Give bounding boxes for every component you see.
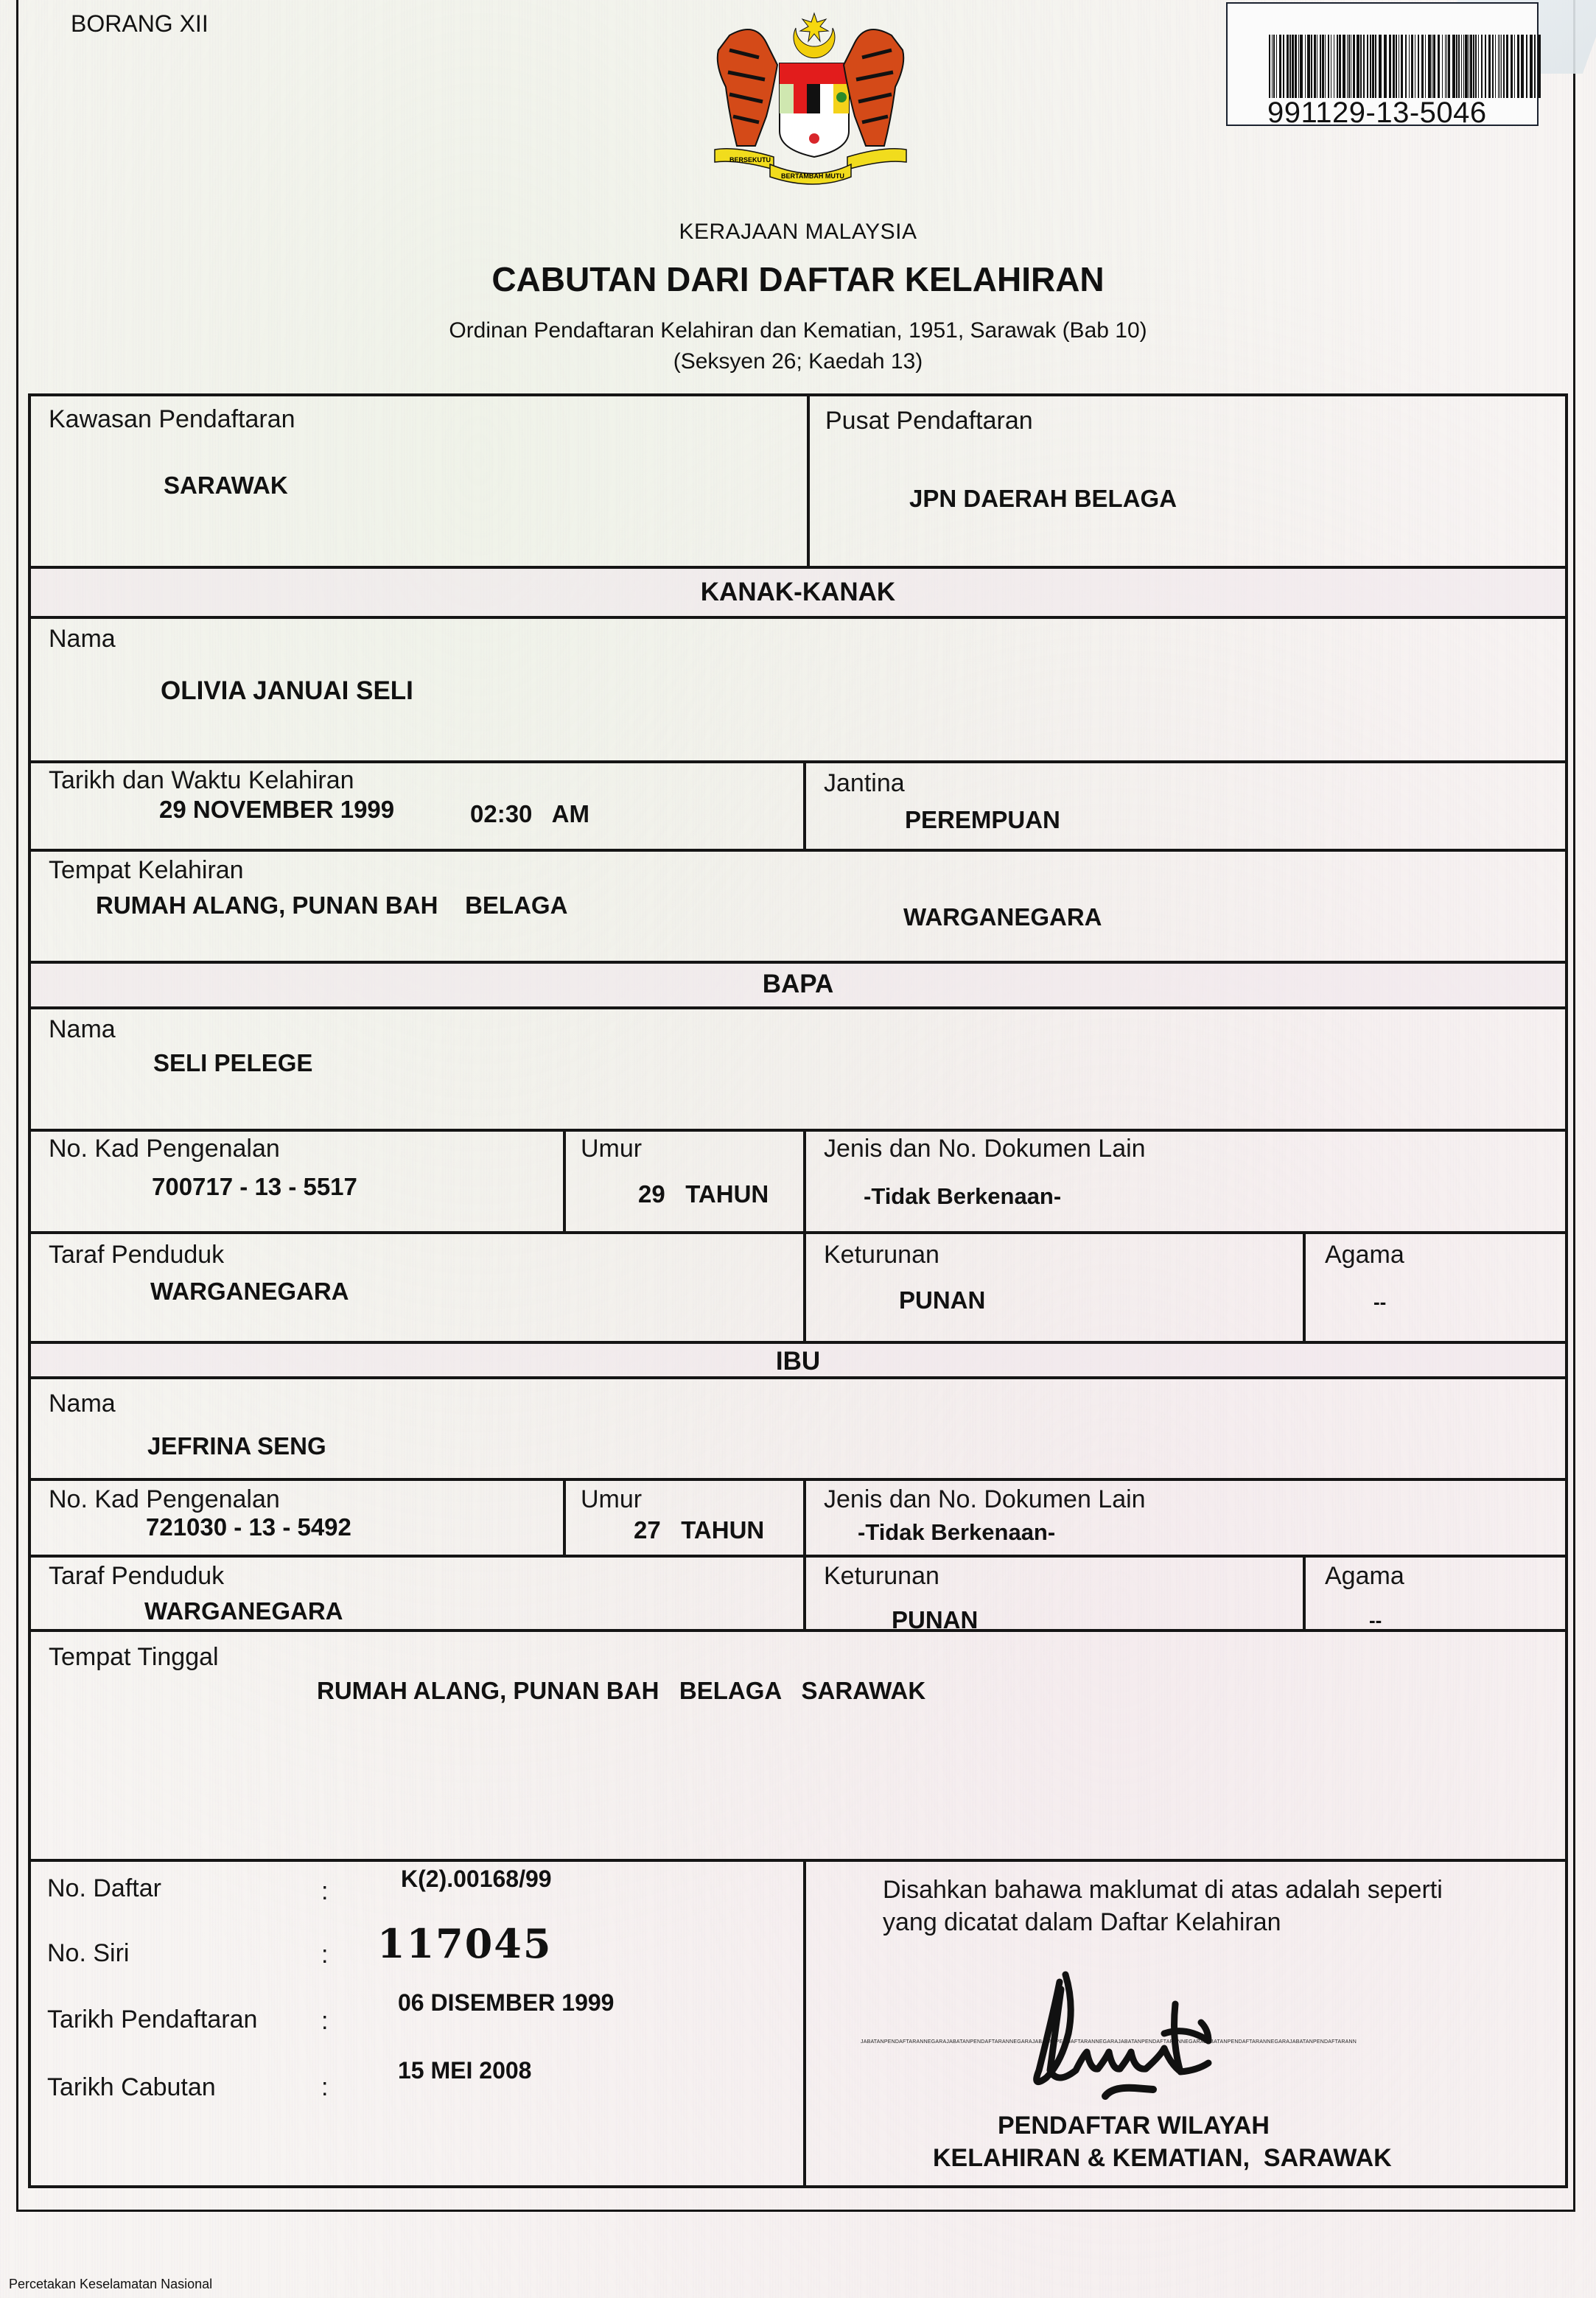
father-name-label: Nama (49, 1015, 116, 1043)
father-ic-value: 700717 - 13 - 5517 (152, 1173, 357, 1200)
barcode-bar (1367, 35, 1368, 98)
barcode-bar (1501, 35, 1502, 98)
father-descent-label: Keturunan (824, 1241, 939, 1269)
barcode-bar (1357, 35, 1359, 98)
barcode-bar (1461, 35, 1462, 98)
barcode-bar (1393, 35, 1395, 98)
shield-icon (780, 63, 849, 157)
barcode-bar (1425, 35, 1426, 98)
barcode-bar (1492, 35, 1494, 98)
barcode-bar (1298, 35, 1299, 98)
mother-ic-label: No. Kad Pengenalan (49, 1485, 280, 1513)
barcode-bar (1446, 35, 1447, 98)
father-name-value: SELI PELEGE (153, 1049, 313, 1076)
barcode-bar (1375, 35, 1376, 98)
mother-descent-label: Keturunan (824, 1562, 939, 1590)
coat-of-arms-emblem (685, 6, 936, 190)
barcode-bar (1314, 35, 1316, 98)
barcode-bar (1307, 35, 1310, 98)
barcode-bar (1360, 35, 1362, 98)
father-religion-label: Agama (1325, 1241, 1404, 1269)
barcode-bar (1389, 35, 1391, 98)
section-reference: (Seksyen 26; Kaedah 13) (673, 349, 923, 374)
barcode-bar (1276, 35, 1277, 98)
barcode-bar (1421, 35, 1424, 98)
extract-date-value: 15 MEI 2008 (398, 2057, 532, 2084)
reg-date-label: Tarikh Pendaftaran (47, 2006, 258, 2033)
mother-name-value: JEFRINA SENG (147, 1432, 326, 1460)
barcode-bar (1401, 35, 1403, 98)
barcode-bar (1428, 35, 1431, 98)
document-title: CABUTAN DARI DAFTAR KELAHIRAN (491, 260, 1105, 298)
certification-statement: Disahkan bahawa maklumat di atas adalah seperti (883, 1876, 1443, 1904)
serial-colon: : (321, 1941, 329, 1969)
barcode-bar (1337, 35, 1338, 98)
reg-date-colon: : (321, 2007, 329, 2035)
birthplace-value: RUMAH ALANG, PUNAN BAH BELAGA (96, 891, 568, 919)
reg-no-label: No. Daftar (47, 1874, 161, 1902)
father-other-doc-value: -Tidak Berkenaan- (864, 1183, 1062, 1209)
father-age-label: Umur (581, 1135, 643, 1163)
mother-religion-label: Agama (1325, 1562, 1404, 1590)
mother-age-label: Umur (581, 1485, 643, 1513)
father-residency-value: WARGANEGARA (150, 1278, 349, 1305)
barcode-icon (1269, 35, 1546, 98)
tiger-left-icon (718, 29, 777, 146)
reg-no-value: K(2).00168/99 (401, 1866, 552, 1892)
barcode-bar (1433, 35, 1435, 98)
father-religion-value: -- (1373, 1291, 1387, 1313)
barcode-bar (1396, 35, 1397, 98)
barcode-bar (1498, 35, 1499, 98)
residence-label: Tempat Tinggal (49, 1643, 219, 1671)
barcode-bar (1521, 35, 1524, 98)
barcode-bar (1470, 35, 1472, 98)
father-section-title: BAPA (762, 970, 834, 998)
barcode-bar (1499, 35, 1500, 98)
extract-date-label: Tarikh Cabutan (47, 2073, 216, 2101)
barcode-bar (1503, 35, 1505, 98)
motto-left-text: BERSEKUTU (729, 156, 771, 164)
mother-other-doc-label: Jenis dan No. Dokumen Lain (824, 1485, 1146, 1513)
barcode-bar (1405, 35, 1407, 98)
barcode-bar (1514, 35, 1515, 98)
barcode-bar (1379, 35, 1382, 98)
child-name-label: Nama (49, 625, 116, 653)
barcode-bar (1517, 35, 1519, 98)
reg-no-colon: : (321, 1877, 329, 1905)
barcode-bar (1478, 35, 1479, 98)
motto-bottom-text: BERTAMBAH MUTU (781, 172, 844, 180)
barcode-bar (1348, 35, 1350, 98)
barcode-bar (1448, 35, 1450, 98)
mother-residency-value: WARGANEGARA (144, 1597, 343, 1625)
barcode-bar (1475, 35, 1477, 98)
birthplace-label: Tempat Kelahiran (49, 856, 244, 884)
barcode-bar (1370, 35, 1371, 98)
barcode-bar (1511, 35, 1513, 98)
barcode-bar (1273, 35, 1275, 98)
father-age-value: 29 TAHUN (638, 1180, 769, 1208)
birth-time-value: 02:30 AM (470, 800, 590, 827)
mother-residency-label: Taraf Penduduk (49, 1562, 225, 1590)
serial-value: 117045 (377, 1920, 553, 1967)
residence-value: RUMAH ALANG, PUNAN BAH BELAGA SARAWAK (317, 1677, 926, 1704)
gender-value: PEREMPUAN (905, 806, 1060, 833)
crescent-star-icon (794, 13, 835, 58)
father-other-doc-label: Jenis dan No. Dokumen Lain (824, 1135, 1146, 1163)
barcode-bar (1452, 35, 1455, 98)
ordinance-reference: Ordinan Pendaftaran Kelahiran dan Kematian, 1951, Sarawak (Bab 10) (449, 318, 1147, 343)
barcode-bar (1456, 35, 1457, 98)
registration-area-value: SARAWAK (164, 472, 288, 499)
barcode-bar (1292, 35, 1294, 98)
barcode-bar (1311, 35, 1312, 98)
barcode-bar (1506, 35, 1508, 98)
barcode-bar (1534, 35, 1536, 98)
father-residency-label: Taraf Penduduk (49, 1241, 225, 1269)
barcode-bar (1473, 35, 1474, 98)
mother-other-doc-value: -Tidak Berkenaan- (858, 1519, 1056, 1545)
barcode-bar (1339, 35, 1341, 98)
barcode-bar (1481, 35, 1483, 98)
child-section-title: KANAK-KANAK (700, 578, 896, 606)
registration-center-label: Pusat Pendaftaran (825, 407, 1033, 435)
barcode-bar (1347, 35, 1348, 98)
barcode-label (1226, 2, 1539, 129)
printer-imprint: Percetakan Keselamatan Nasional (9, 2277, 213, 2291)
barcode-bar (1322, 35, 1324, 98)
mother-descent-value: PUNAN (892, 1606, 979, 1633)
form-code: BORANG XII (71, 10, 209, 37)
child-citizenship-value: WARGANEGARA (903, 903, 1102, 931)
registration-center-value: JPN DAERAH BELAGA (909, 485, 1177, 512)
gender-label: Jantina (824, 769, 905, 797)
barcode-bar (1538, 35, 1541, 98)
certification-statement-line2: yang dicatat dalam Daftar Kelahiran (883, 1908, 1281, 1936)
barcode-bar (1289, 35, 1291, 98)
barcode-bar (1272, 35, 1273, 98)
barcode-bar (1305, 35, 1306, 98)
barcode-bar (1465, 35, 1468, 98)
father-descent-value: PUNAN (899, 1286, 986, 1314)
barcode-bar (1372, 35, 1374, 98)
mother-section-title: IBU (775, 1347, 821, 1376)
mother-religion-value: -- (1369, 1609, 1382, 1631)
barcode-bar (1384, 35, 1387, 98)
barcode-bar (1458, 35, 1460, 98)
barcode-number: 991129-13-5046 (1267, 97, 1487, 129)
government-heading: KERAJAAN MALAYSIA (679, 220, 917, 244)
barcode-bar (1442, 35, 1443, 98)
barcode-bar (1287, 35, 1289, 98)
officer-office: KELAHIRAN & KEMATIAN, SARAWAK (933, 2144, 1392, 2172)
tiger-right-icon (844, 29, 903, 146)
barcode-bar (1445, 35, 1446, 98)
security-microtext: JABATANPENDAFTARANNEGARAJABATANPENDAFTARANNEGARAJABATANPENDAFTARANNEGARAJABATANPENDAFTARANNEGARAJABATANPENDAFTARANNEGARAJABATANPENDAFTARANN (861, 2039, 1357, 2045)
extract-date-colon: : (321, 2073, 329, 2101)
serial-label: No. Siri (47, 1939, 130, 1967)
officer-title: PENDAFTAR WILAYAH (998, 2112, 1270, 2140)
barcode-bar (1269, 35, 1270, 98)
birth-date-value: 29 NOVEMBER 1999 (159, 796, 395, 823)
reg-date-value: 06 DISEMBER 1999 (398, 1989, 615, 2016)
mother-name-label: Nama (49, 1390, 116, 1418)
barcode-bar (1353, 35, 1355, 98)
mother-ic-value: 721030 - 13 - 5492 (146, 1513, 351, 1541)
barcode-bar (1325, 35, 1326, 98)
child-name-value: OLIVIA JANUAI SELI (161, 676, 413, 705)
barcode-bar (1488, 35, 1491, 98)
barcode-bar (1485, 35, 1486, 98)
barcode-bar (1279, 35, 1281, 98)
barcode-bar (1300, 35, 1303, 98)
barcode-bar (1343, 35, 1345, 98)
mother-age-value: 27 TAHUN (634, 1516, 765, 1544)
barcode-bar (1295, 35, 1297, 98)
barcode-bar (1526, 35, 1527, 98)
barcode-bar (1418, 35, 1419, 98)
barcode-bar (1320, 35, 1321, 98)
barcode-bar (1283, 35, 1284, 98)
barcode-bar (1495, 35, 1496, 98)
barcode-bar (1438, 35, 1440, 98)
birth-datetime-label: Tarikh dan Waktu Kelahiran (49, 766, 354, 794)
barcode-bar (1328, 35, 1329, 98)
father-ic-label: No. Kad Pengenalan (49, 1135, 280, 1163)
registration-area-label: Kawasan Pendaftaran (49, 405, 295, 433)
barcode-bar (1463, 35, 1464, 98)
barcode-bar (1409, 35, 1410, 98)
barcode-bar (1411, 35, 1413, 98)
barcode-bar (1530, 35, 1533, 98)
barcode-bar (1363, 35, 1365, 98)
registrar-signature (987, 1960, 1297, 2107)
